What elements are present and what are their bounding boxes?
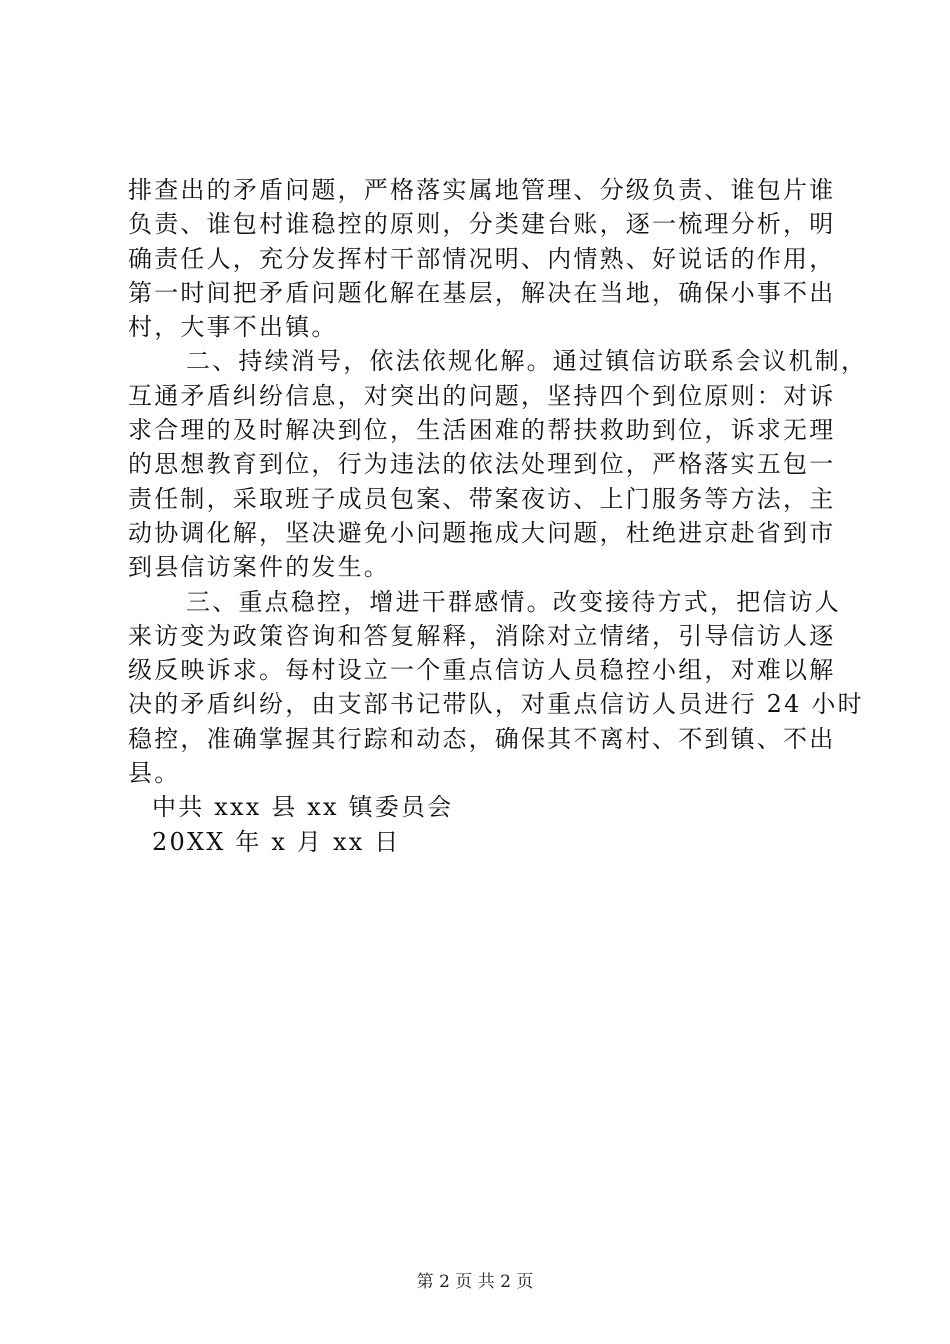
document-body bbox=[128, 173, 868, 859]
body-line-16: 决的矛盾纠纷，由支部书记带队，对重点信访人员进行 24 小时 bbox=[128, 690, 864, 719]
body-line-11: 动协调化解，坚决避免小问题拖成大问题，杜绝进京赴省到市 bbox=[128, 518, 836, 547]
section-three-heading-line: 三、重点稳控，增进干群感情。改变接待方式，把信访人 bbox=[186, 587, 841, 616]
body-line-8: 求合理的及时解决到位，生活困难的帮扶救助到位，诉求无理 bbox=[128, 416, 836, 445]
body-line-3: 确责任人，充分发挥村干部情况明、内情熟、好说话的作用， bbox=[128, 244, 836, 273]
body-line-12: 到县信访案件的发生。 bbox=[128, 553, 390, 582]
body-line-4: 第一时间把矛盾问题化解在基层，解决在当地，确保小事不出 bbox=[128, 278, 836, 307]
body-line-10: 责任制，采取班子成员包案、带案夜访、上门服务等方法，主 bbox=[128, 484, 836, 513]
body-line-15: 级反映诉求。每村设立一个重点信访人员稳控小组，对难以解 bbox=[128, 656, 836, 685]
body-line-7: 互通矛盾纠纷信息，对突出的问题，坚持四个到位原则：对诉 bbox=[128, 381, 836, 410]
body-line-18: 县。 bbox=[128, 759, 181, 788]
body-line-2: 负责、谁包村谁稳控的原则，分类建台账，逐一梳理分析，明 bbox=[128, 210, 836, 239]
signature-organization: 中共 xxx 县 xx 镇委员会 bbox=[152, 793, 454, 822]
body-line-14: 来访变为政策咨询和答复解释，消除对立情绪，引导信访人逐 bbox=[128, 621, 836, 650]
body-line-9: 的思想教育到位，行为违法的依法处理到位，严格落实五包一 bbox=[128, 450, 836, 479]
signature-date: 20XX 年 x 月 xx 日 bbox=[152, 827, 401, 856]
body-line-17: 稳控，准确掌握其行踪和动态，确保其不离村、不到镇、不出 bbox=[128, 724, 836, 753]
body-line-5: 村，大事不出镇。 bbox=[128, 313, 338, 342]
section-two-heading-line: 二、持续消号，依法依规化解。通过镇信访联系会议机制， bbox=[186, 347, 868, 376]
page-footer: 第 2 页 共 2 页 bbox=[416, 1272, 534, 1292]
body-line-1: 排查出的矛盾问题，严格落实属地管理、分级负责、谁包片谁 bbox=[128, 176, 836, 204]
